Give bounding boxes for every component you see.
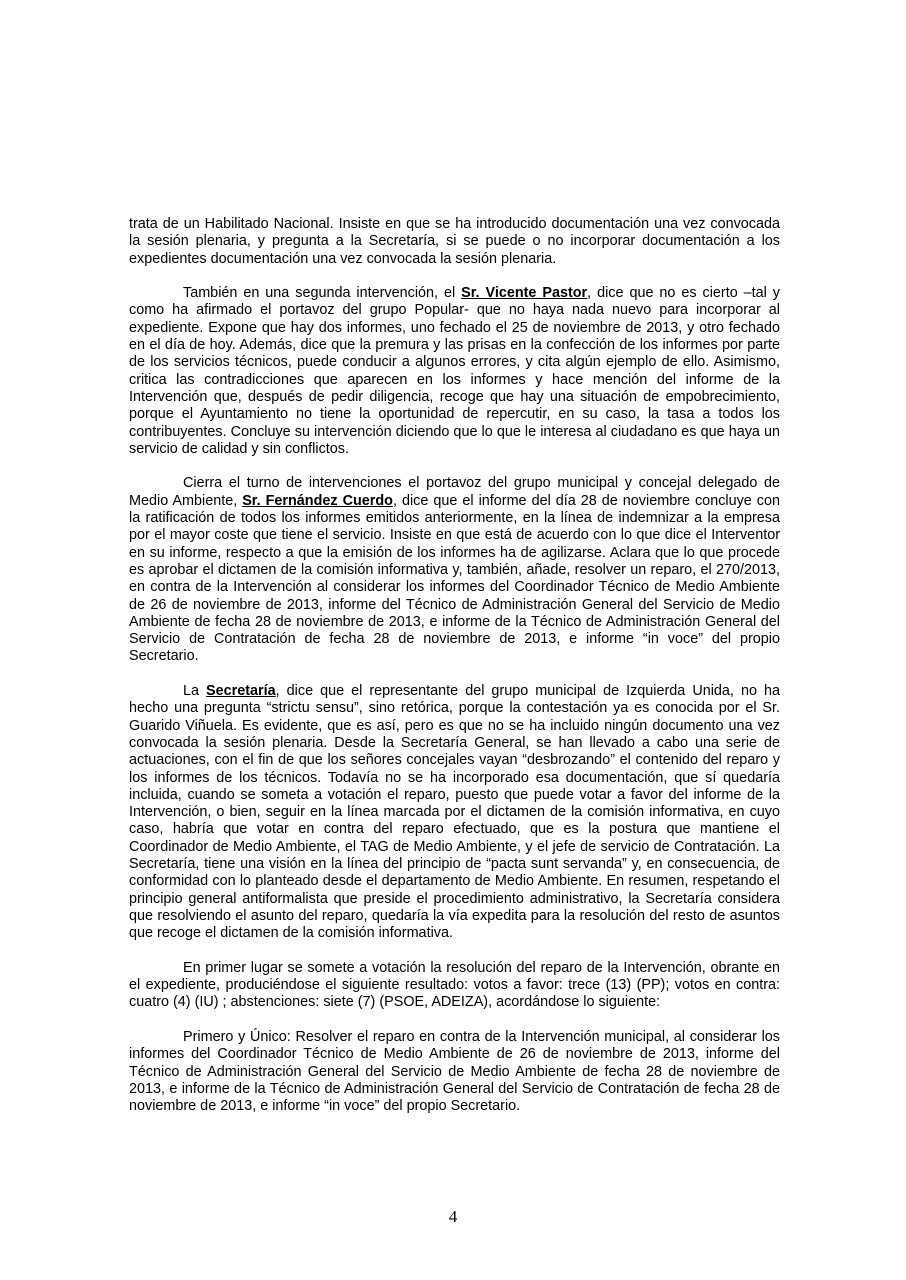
paragraph-acuerdo [129,1029,780,1115]
paragraph-votacion [129,960,780,1012]
paragraph-text: trata de un Habilitado Nacional. Insiste en que se ha introducido documentación una vez convocada la sesión plenaria, y pregunta a la Secretaría, si se puede o no incorporar documentación a los expedientes documentación una vez convocada la sesión plenaria. [129,216,780,267]
speaker-name: Secretaría [206,683,276,700]
paragraph-text-after: , dice que el representante del grupo municipal de Izquierda Unida, no ha hecho una pregunta “strictu sensu”, sino retórica, porque la contestación ya es conocida por el Sr. Guarido Viñuela. Es evidente, que es así, pero es que no se ha incluido ningún documento una vez convocada la sesión plenaria. Desde la Secretaría General, se han llevado a cabo una serie de actuaciones, con el fin de que los señores concejales vayan “desbrozando” el contenido del reparo y los informes de los técnicos. Todavía no se ha incorporado esa documentación, que sí quedaría incluida, cuando se someta a votación el reparo, puesto que puede votar a favor del informe de la Intervención, o bien, seguir en la línea marcada por el dictamen de la comisión informativa, en cuyo caso, habría que votar en contra del reparo efectuado, que es la postura que mantiene el Coordinador de Medio Ambiente, el TAG de Medio Ambiente, y el jefe de servicio de Contratación. La Secretaría, tiene una visión en la línea del principio de “pacta sunt servanda” y, en consecuencia, de conformidad con lo planteado desde el departamento de Medio Ambiente. En resumen, respetando el principio general antiformalista que preside el procedimiento administrativo, la Secretaría considera que resolviendo el asunto del reparo, quedaría la vía expedita para la resolución del resto de asuntos que recoge el dictamen de la comisión informativa. [129,683,780,942]
speaker-name: Sr. Vicente Pastor [461,285,588,302]
body-text [129,216,780,1133]
paragraph-continuation [129,216,780,268]
paragraph-text-before: La [183,683,207,700]
paragraph-text-before: Cierra el turno de intervenciones el portavoz del grupo municipal y concejal delegado de Medio Ambiente, [129,475,780,509]
page-number: 4 [448,1207,458,1226]
paragraph-vicente-pastor [129,285,780,458]
paragraph-text: En primer lugar se somete a votación la resolución del reparo de la Intervención, obrante en el expediente, produciéndose el siguiente resultado: votos a favor: trece (13) (PP); votos en contra: cuatro (4) (IU) ; abstenciones: siete (7) (PSOE, ADEIZA), acordándose lo siguiente: [129,959,780,1011]
paragraph-text-before: También en una segunda intervención, el [183,285,462,302]
paragraph-fernandez-cuerdo [129,475,780,665]
paragraph-secretaria [129,683,780,942]
paragraph-text-after: , dice que el informe del día 28 de noviembre concluye con la ratificación de todos los informes emitidos anteriormente, en la línea de indemnizar a la empresa por el mayor coste que tiene el servicio. Insiste en que está de acuerdo con lo que dice el Interventor en su informe, respecto a que la emisión de los informes ha de agilizarse. Aclara que lo que procede es aprobar el dictamen de la comisión informativa y, también, añade, resolver un reparo, el 270/2013, en contra de la Intervención al considerar los informes del Coordinador Técnico de Medio Ambiente de 26 de noviembre de 2013, informe del Técnico de Administración General del Servicio de Medio Ambiente de fecha 28 de noviembre de 2013, e informe de la Técnico de Administración General del Servicio de Contratación de fecha 28 de noviembre de 2013, e informe “in voce” del propio Secretario. [129,492,780,665]
speaker-name: Sr. Fernández Cuerdo [242,492,393,509]
paragraph-text-after: , dice que no es cierto –tal y como ha afirmado el portavoz del grupo Popular- que no haya nada nuevo para incorporar al expediente. Expone que hay dos informes, uno fechado el 25 de noviembre de 2013, y otro fechado en el día de hoy. Además, dice que la premura y las prisas en la confección de los informes por parte de los servicios técnicos, puede conducir a algunos errores, y cita algún ejemplo de ello. Asimismo, critica las contradicciones que aparecen en los informes y hace mención del informe de la Intervención que, después de pedir diligencia, recoge que hay una situación de empobrecimiento, porque el Ayuntamiento no tiene la oportunidad de repercutir, en su caso, la tasa a todos los contribuyentes. Concluye su intervención diciendo que lo que le interesa al ciudadano es que haya un servicio de calidad y sin conflictos. [129,285,781,457]
paragraph-text: Primero y Único: Resolver el reparo en contra de la Intervención municipal, al considerar los informes del Coordinador Técnico de Medio Ambiente de 26 de noviembre de 2013, informe del Técnico de Administración General del Servicio de Medio Ambiente de fecha 28 de noviembre de 2013, e informe de la Técnico de Administración General del Servicio de Contratación de fecha 28 de noviembre de 2013, e informe “in voce” del propio Secretario. [129,1028,780,1115]
